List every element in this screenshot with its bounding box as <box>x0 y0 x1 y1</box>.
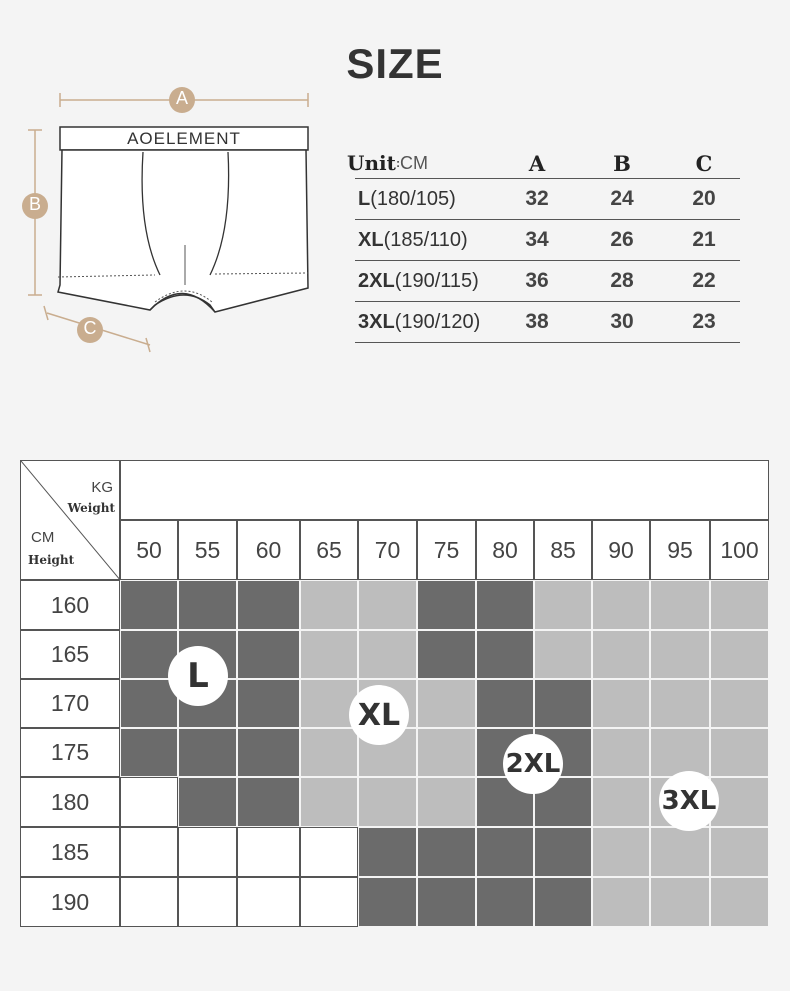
size-cell-3xl <box>710 877 769 927</box>
size-cell-2xl <box>417 877 476 927</box>
grid-top-band <box>120 460 769 520</box>
size-cell-none <box>120 777 178 827</box>
size-cell-3xl <box>650 580 710 630</box>
weight-label: Weight <box>67 501 115 515</box>
measurement-row <box>355 261 740 302</box>
column-header-c: C <box>695 150 713 176</box>
size-name <box>358 220 468 260</box>
size-cell-l <box>120 728 178 777</box>
size-cell-3xl <box>710 827 769 877</box>
measurement-table <box>347 148 740 343</box>
measurement-a: 32 <box>525 187 549 210</box>
size-code: XL <box>358 228 384 251</box>
column-header-a: A <box>528 150 546 176</box>
weight-header-cell: 95 <box>650 520 710 580</box>
measurement-table-header <box>347 148 740 179</box>
size-cell-none <box>300 877 358 927</box>
size-cell-xl <box>358 580 417 630</box>
measurement-a: 34 <box>525 228 549 251</box>
size-label-bubble: 2XL <box>503 734 563 794</box>
size-cell-2xl <box>476 679 534 728</box>
measurement-c: 21 <box>692 228 716 251</box>
weight-header-cell: 65 <box>300 520 358 580</box>
size-cell-3xl <box>592 580 650 630</box>
size-cell-l <box>237 580 300 630</box>
size-cell-3xl <box>592 728 650 777</box>
size-cell-3xl <box>650 877 710 927</box>
weight-header-cell: 55 <box>178 520 237 580</box>
unit-label: Unit : <box>347 151 401 175</box>
height-header-cell: 170 <box>20 679 120 728</box>
weight-header-cell: 70 <box>358 520 417 580</box>
size-cell-3xl <box>650 827 710 877</box>
measurement-b: 24 <box>610 187 634 210</box>
height-header-cell: 185 <box>20 827 120 877</box>
weight-header-cell: 60 <box>237 520 300 580</box>
size-chart-grid <box>20 460 769 927</box>
weight-header-cell: 50 <box>120 520 178 580</box>
size-cell-l <box>237 728 300 777</box>
column-header-b: B <box>613 150 631 176</box>
size-cell-3xl <box>592 827 650 877</box>
size-cell-3xl <box>710 679 769 728</box>
size-cell-none <box>178 877 237 927</box>
weight-unit: KG <box>91 479 113 496</box>
size-cell-none <box>120 827 178 877</box>
height-unit: CM <box>31 529 55 546</box>
size-cell-l <box>178 728 237 777</box>
size-cell-3xl <box>650 679 710 728</box>
size-cell-none <box>237 827 300 877</box>
size-cell-2xl <box>534 827 592 877</box>
grid-corner <box>20 460 120 580</box>
size-cell-3xl <box>592 877 650 927</box>
marker-c: C <box>83 318 97 338</box>
size-cell-2xl <box>534 877 592 927</box>
size-cell-3xl <box>592 679 650 728</box>
size-cell-xl <box>358 777 417 827</box>
size-cell-2xl <box>417 580 476 630</box>
size-name <box>358 261 479 301</box>
size-cell-xl <box>300 777 358 827</box>
size-cell-3xl <box>534 630 592 679</box>
size-cell-3xl <box>710 728 769 777</box>
size-detail: (185/110) <box>383 228 468 251</box>
size-cell-2xl <box>476 580 534 630</box>
size-cell-l <box>178 580 237 630</box>
marker-a: A <box>175 88 188 108</box>
size-cell-xl <box>300 728 358 777</box>
size-cell-3xl <box>710 580 769 630</box>
size-cell-none <box>237 877 300 927</box>
weight-header-cell: 80 <box>476 520 534 580</box>
size-cell-3xl <box>534 580 592 630</box>
size-cell-3xl <box>592 630 650 679</box>
page-title: SIZE <box>346 40 444 87</box>
marker-b: B <box>28 194 41 214</box>
size-cell-xl <box>300 630 358 679</box>
size-cell-none <box>300 827 358 877</box>
size-label-bubble: XL <box>349 685 409 745</box>
height-header-cell: 165 <box>20 630 120 679</box>
size-code: L <box>358 187 371 210</box>
size-name <box>358 179 456 219</box>
size-cell-xl <box>300 580 358 630</box>
measurement-row <box>355 220 740 261</box>
height-header-cell: 160 <box>20 580 120 630</box>
size-cell-3xl <box>710 630 769 679</box>
measurement-b: 28 <box>610 269 634 292</box>
measurement-c: 22 <box>692 269 716 292</box>
measurement-a: 36 <box>525 269 549 292</box>
height-header-cell: 175 <box>20 728 120 777</box>
size-cell-xl <box>417 679 476 728</box>
size-cell-2xl <box>476 877 534 927</box>
size-cell-none <box>120 877 178 927</box>
size-cell-l <box>120 580 178 630</box>
measurement-b: 26 <box>610 228 634 251</box>
size-cell-2xl <box>358 877 417 927</box>
measurement-row <box>355 179 740 220</box>
weight-header-cell: 100 <box>710 520 769 580</box>
boxer-brief-diagram <box>0 80 340 370</box>
size-cell-2xl <box>476 827 534 877</box>
size-cell-3xl <box>650 630 710 679</box>
size-cell-2xl <box>476 630 534 679</box>
size-cell-none <box>178 827 237 877</box>
measurement-c: 23 <box>692 310 716 333</box>
size-label-bubble: L <box>168 646 228 706</box>
size-cell-l <box>178 777 237 827</box>
size-cell-l <box>237 630 300 679</box>
size-detail: (180/105) <box>370 187 456 210</box>
size-cell-3xl <box>650 728 710 777</box>
weight-header-cell: 85 <box>534 520 592 580</box>
height-label: Height <box>28 553 75 567</box>
size-name <box>358 302 480 342</box>
size-cell-2xl <box>417 630 476 679</box>
measurement-a: 38 <box>525 310 549 333</box>
size-cell-l <box>237 777 300 827</box>
weight-header-cell: 90 <box>592 520 650 580</box>
size-cell-2xl <box>417 827 476 877</box>
size-cell-xl <box>417 728 476 777</box>
measurement-row <box>355 302 740 343</box>
brand-label: AOELEMENT <box>127 129 241 148</box>
size-cell-3xl <box>592 777 650 827</box>
height-header-cell: 190 <box>20 877 120 927</box>
size-label-bubble: 3XL <box>659 771 719 831</box>
weight-header-cell: 75 <box>417 520 476 580</box>
height-header-cell: 180 <box>20 777 120 827</box>
measurement-c: 20 <box>692 187 716 210</box>
size-code: 2XL <box>358 269 395 292</box>
size-cell-l <box>237 679 300 728</box>
measurement-b: 30 <box>610 310 634 333</box>
size-cell-2xl <box>534 679 592 728</box>
size-code: 3XL <box>358 310 395 333</box>
size-cell-xl <box>417 777 476 827</box>
size-detail: (190/115) <box>394 269 479 292</box>
unit-value: CM <box>400 152 428 173</box>
size-cell-2xl <box>358 827 417 877</box>
size-detail: (190/120) <box>394 310 481 333</box>
size-cell-xl <box>358 630 417 679</box>
